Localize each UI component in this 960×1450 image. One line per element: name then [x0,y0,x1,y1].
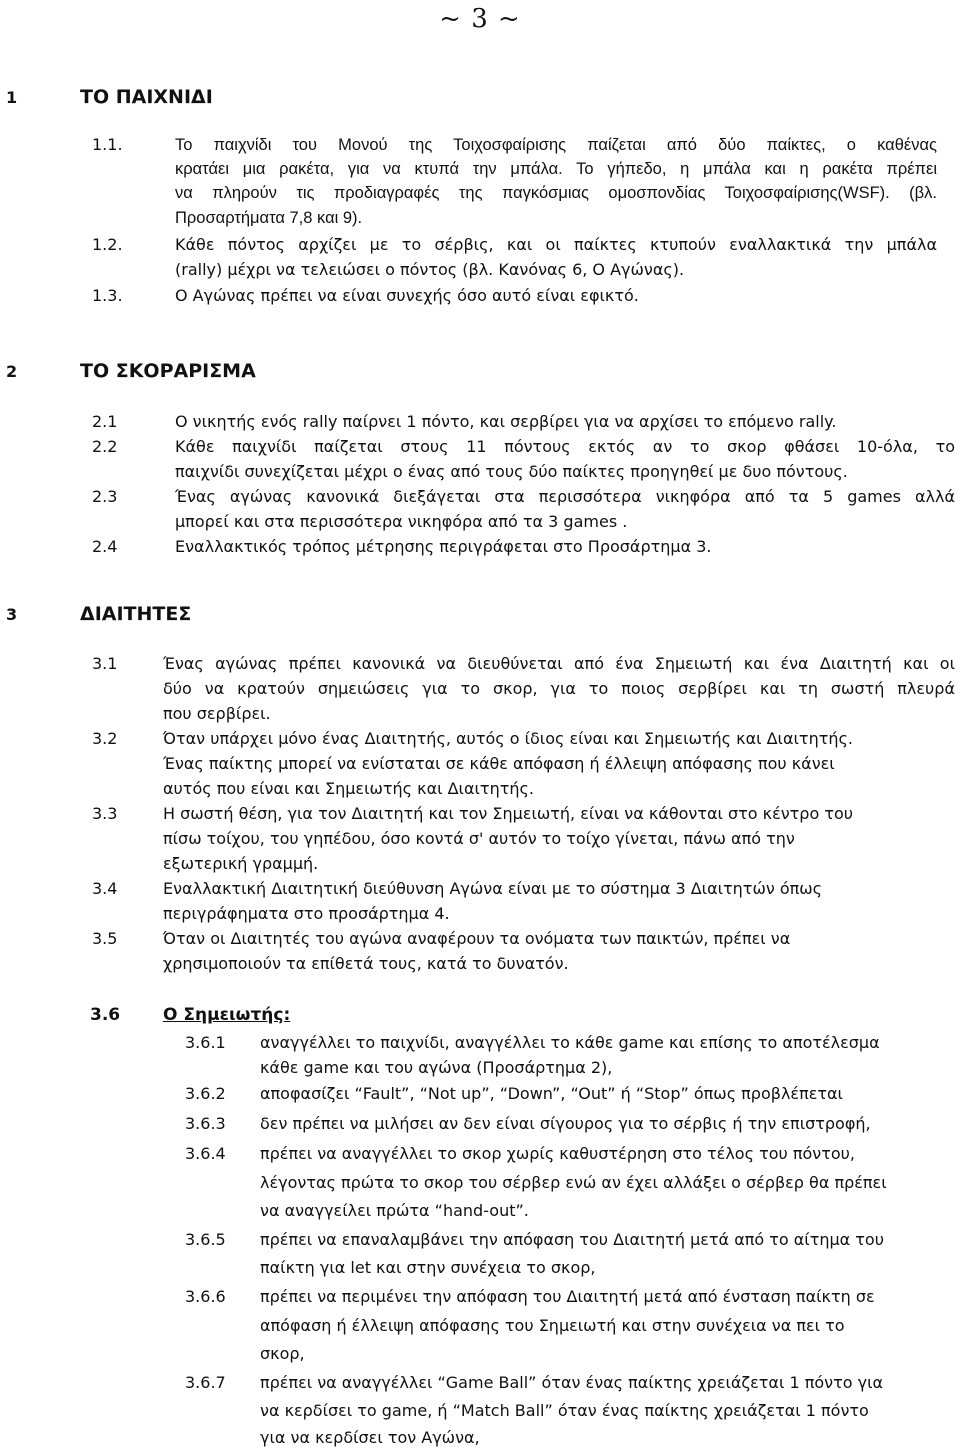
item-3-2-line: αυτός που είναι και Σημειωτής και Διαιτητής. [163,779,534,798]
item-3-3-line: πίσω τοίχου, του γηπέδου, όσο κοντά σ' αυτόν το τοίχο γίνεται, πάνω από την [163,829,795,848]
item-3-5-line: χρησιμοποιούν τα επίθετά τους, κατά το δυνατόν. [163,954,569,973]
item-3-6-5-number: 3.6.5 [185,1230,226,1249]
item-2-4-line: Εναλλακτικός τρόπος μέτρησης περιγράφεται στο Προσάρτημα 3. [175,537,712,556]
item-1-2-line: Κάθε πόντος αρχίζει με το σέρβις, και οι παίκτες κτυπούν εναλλακτικά την μπάλα [175,235,937,254]
item-3-2-line: Όταν υπάρχει μόνο ένας Διαιτητής, αυτός ο ίδιος είναι και Σημειωτής και Διαιτητής. [163,729,853,748]
item-1-2-number: 1.2. [92,235,123,254]
item-3-4-number: 3.4 [92,879,118,898]
item-3-6-7-line: για να κερδίσει τον Αγώνα, [260,1428,480,1447]
item-3-6-1-line: αναγγέλλει το παιχνίδι, αναγγέλλει το κάθε game και επίσης το αποτέλεσμα [260,1033,880,1052]
section-2-number: 2 [6,362,18,381]
section-1-title: ΤΟ ΠΑΙΧΝΙΔΙ [80,86,213,108]
item-3-2-line: Ένας παίκτης μπορεί να ενίσταται σε κάθε απόφαση ή έλλειψη απόφασης που κάνει [163,754,835,773]
item-3-3-line: Η σωστή θέση, για τον Διαιτητή και τον Σημειωτή, είναι να κάθονται στο κέντρο του [163,804,854,823]
item-3-3-number: 3.3 [92,804,118,823]
item-1-1-line: Το παιχνίδι του Μονού της Τοιχοσφαίρισης παίζεται από δύο παίκτες, ο καθένας [175,136,937,154]
item-3-6-2-line: αποφασίζει “Fault”, “Not up”, “Down”, “Out” ή “Stop” όπως προβλέπεται [260,1084,843,1103]
section-3-title: ΔΙΑΙΤΗΤΕΣ [80,603,192,625]
item-1-1-line: να πληρούν τις προδιαγραφές της παγκόσμιας ομοσπονδίας Τοιχοσφαίρισης(WSF). (βλ. [175,184,937,202]
item-2-2-line: παιχνίδι συνεχίζεται μέχρι ο ένας από τους δύο παίκτες προηγηθεί με δυο πόντους. [175,462,848,481]
item-3-5-line: Όταν οι Διαιτητές του αγώνα αναφέρουν τα ονόματα των παικτών, πρέπει να [163,929,791,948]
item-3-6-4-line: λέγοντας πρώτα το σκορ του σέρβερ ενώ αν έχει αλλάξει ο σέρβερ θα πρέπει [260,1173,887,1192]
item-3-6-1-line: κάθε game και του αγώνα (Προσάρτημα 2), [260,1058,613,1077]
subsection-3-6-title: Ο Σημειωτής: [163,1005,291,1025]
item-3-6-5-line: παίκτη για let και στην συνέχεια το σκορ, [260,1258,596,1277]
item-3-6-4-line: πρέπει να αναγγέλλει το σκορ χωρίς καθυστέρηση στο τέλος του πόντου, [260,1144,855,1163]
item-1-1-line: Προσαρτήματα 7,8 και 9). [175,209,363,227]
item-3-6-7-number: 3.6.7 [185,1373,226,1392]
item-3-6-6-line: πρέπει να περιμένει την απόφαση του Διαιτητή μετά από ένσταση παίκτη σε [260,1287,875,1306]
item-2-4-number: 2.4 [92,537,118,556]
item-3-6-6-number: 3.6.6 [185,1287,226,1306]
subsection-3-6-number: 3.6 [90,1005,121,1025]
item-3-6-6-line: σκορ, [260,1344,305,1363]
item-3-4-line: περιγράφηματα στο προσάρτημα 4. [163,904,450,923]
item-1-2-line: (rally) μέχρι να τελειώσει ο πόντος (βλ. Κανόνας 6, Ο Αγώνας). [175,260,685,279]
item-1-1-number: 1.1. [92,135,123,154]
item-2-3-line: Ένας αγώνας κανονικά διεξάγεται στα περισσότερα νικηφόρα από τα 5 games αλλά [175,487,955,506]
item-2-3-number: 2.3 [92,487,118,506]
item-3-2-number: 3.2 [92,729,118,748]
item-3-6-1-number: 3.6.1 [185,1033,226,1052]
item-3-1-line: δύο να κρατούν σημειώσεις για το σκορ, για το ποιος σερβίρει και τη σωστή πλευρά [163,679,955,698]
item-3-6-4-number: 3.6.4 [185,1144,226,1163]
item-3-1-line: που σερβίρει. [163,704,271,723]
item-3-1-line: Ένας αγώνας πρέπει κανονικά να διευθύνεται από ένα Σημειωτή και ένα Διαιτητή και οι [163,654,955,673]
item-3-6-4-line: να αναγγείλει πρώτα “hand-out”. [260,1201,529,1220]
section-1-number: 1 [6,88,18,107]
item-3-4-line: Εναλλακτική Διαιτητική διεύθυνση Αγώνα είναι με το σύστημα 3 Διαιτητών όπως [163,879,823,898]
item-2-2-number: 2.2 [92,437,118,456]
item-1-3-line: Ο Αγώνας πρέπει να είναι συνεχής όσο αυτό είναι εφικτό. [175,286,639,305]
section-2-heading [6,360,256,383]
item-2-2-line: Κάθε παιχνίδι παίζεται στους 11 πόντους εκτός αν το σκορ φθάσει 10-όλα, το [175,437,955,456]
item-3-1-number: 3.1 [92,654,118,673]
section-3-heading [6,603,191,626]
item-3-6-7-line: να κερδίσει το game, ή “Match Ball” όταν ένας παίκτης χρειάζεται 1 πόντο [260,1401,869,1420]
item-3-5-number: 3.5 [92,929,118,948]
item-2-1-number: 2.1 [92,412,118,431]
item-3-6-2-number: 3.6.2 [185,1084,226,1103]
item-3-6-3-number: 3.6.3 [185,1114,226,1133]
item-3-6-7-line: πρέπει να αναγγέλλει “Game Ball” όταν ένας παίκτης χρειάζεται 1 πόντο για [260,1373,884,1392]
section-1-heading [6,86,213,109]
item-2-3-line: μπορεί και στα περισσότερα νικηφόρα από τα 3 games . [175,512,628,531]
item-3-3-line: εξωτερική γραμμή. [163,854,319,873]
item-1-1-line: κρατάει μια ρακέτα, για να κτυπά την μπάλα. Το γήπεδο, η μπάλα και η ρακέτα πρέπει [175,160,937,178]
item-2-1-line: Ο νικητής ενός rally παίρνει 1 πόντο, και σερβίρει για να αρχίσει το επόμενο rally. [175,412,837,431]
item-3-6-5-line: πρέπει να επαναλαμβάνει την απόφαση του Διαιτητή μετά από το αίτημα του [260,1230,884,1249]
item-3-6-3-line: δεν πρέπει να μιλήσει αν δεν είναι σίγουρος για το σέρβις ή την επιστροφή, [260,1114,871,1133]
page-number: ~ 3 ~ [439,4,521,34]
section-2-title: ΤΟ ΣΚΟΡΑΡΙΣΜΑ [80,360,256,382]
section-3-number: 3 [6,605,18,624]
item-1-3-number: 1.3. [92,286,123,305]
item-3-6-6-line: απόφαση ή έλλειψη απόφασης του Σημειωτή και στην συνέχεια να πει το [260,1316,845,1335]
